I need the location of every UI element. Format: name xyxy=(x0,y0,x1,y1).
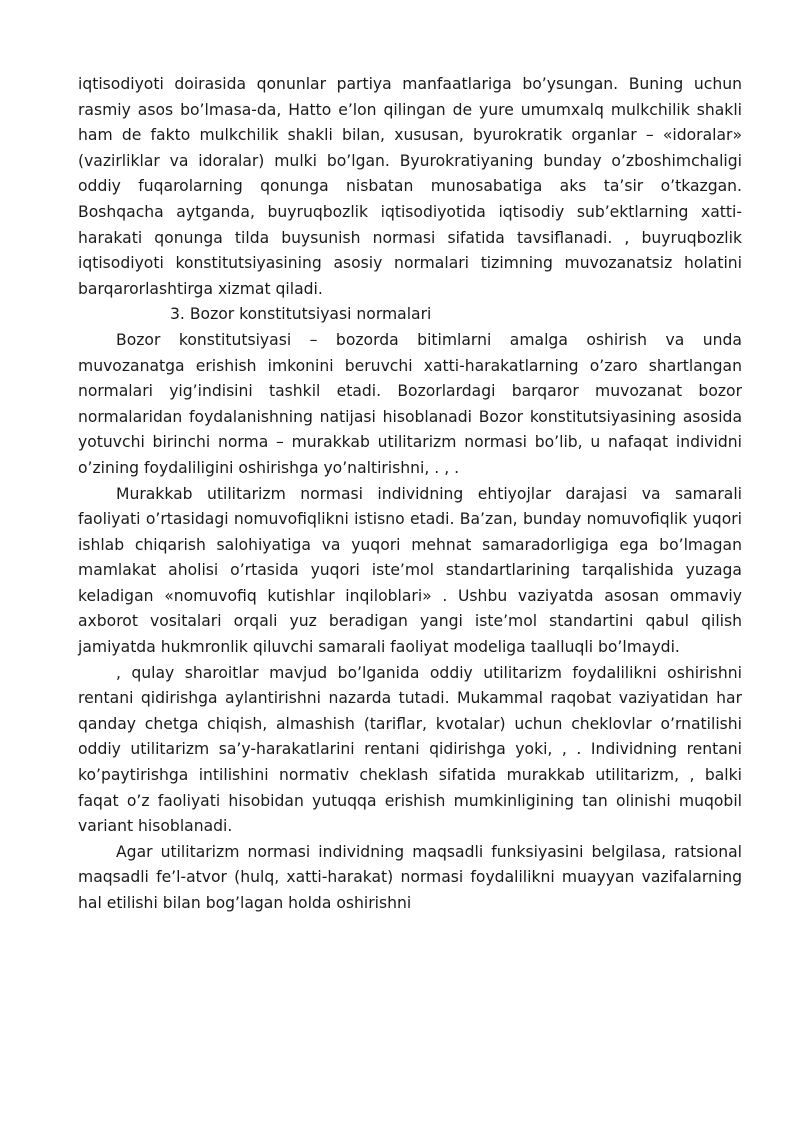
section-heading: 3. Bozor konstitutsiyasi normalari xyxy=(170,305,432,324)
document-page xyxy=(78,72,742,917)
paragraph-market-constitution: Bozor konstitutsiyasi – bozorda bitimlarni amalga oshirish va unda muvozanatga erishish imkonini beruvchi xatti-harakatlarning o’zaro shartlangan normalari yig’indisini tashkil etadi. Bozorlardagi barqaror muvozanat bozor normalaridan foydalanishning natijasi hisoblanadi Bozor konstitutsiyasining asosida yotuvchi birinchi norma – murakkab utilitarizm normasi bo’lib, u nafaqat individni o’zining foydaliligini oshirishga yo’naltirishni, . , . xyxy=(78,330,742,477)
paragraph-complex-utilitarianism: Murakkab utilitarizm normasi individning ehtiyojlar darajasi va samarali faoliyati o’rtasidagi nomuvofiqlikni istisno etadi. Ba’zan, bunday nomuvofiqlik yuqori ishlab chiqarish salohiyatiga va yuqori mehnat samaradorligiga ega bo’lmagan mamlakat aholisi o’rtasida yuqori iste’mol standartlarining tarqalishida yuzaga keladigan «nomuvofiq kutishlar inqiloblari» . Ushbu vaziyatda asosan ommaviy axborot vositalari orqali yuz beradigan yangi iste’mol standartini qabul qilish jamiyatda hukmronlik qiluvchi samarali faoliyat modeliga taalluqli bo’lmaydi. xyxy=(78,484,742,657)
paragraph-continuation: iqtisodiyoti doirasida qonunlar partiya manfaatlariga bo’ysungan. Buning uchun rasmiy asos bo’lmasa-da, Hatto e’lon qilingan de yure umumxalq mulkchilik shakli ham de fakto mulkchilik shakli bilan, xususan, byurokratik organlar – «idoralar» (vazirliklar va idoralar) mulki bo’lgan. Byurokratiyaning bunday o’zboshimchaligi oddiy fuqarolarning qonunga nisbatan munosabatiga aks ta’sir o’tkazgan. Boshqacha aytganda, buyruqbozlik iqtisodiyotida iqtisodiy sub’ektlarning xatti-harakati qonunga tilda buysunish normasi sifatida tavsiflanadi. , buyruqbozlik iqtisodiyoti konstitutsiyasining asosiy normalari tizimning muvozanatsiz holatini barqarorlashtirga xizmat qiladi. xyxy=(78,75,742,298)
paragraph-rational-behavior: Agar utilitarizm normasi individning maqsadli funksiyasini belgilasa, ratsional maqsadli fe’l-atvor (hulq, xatti-harakat) normasi foydalilikni muayyan vazifalarning hal etilishi bilan bog’lagan holda oshirishni xyxy=(78,842,742,912)
paragraph-simple-utilitarianism: , qulay sharoitlar mavjud bo’lganida oddiy utilitarizm foydalilikni oshirishni rentani qidirishga aylantirishni nazarda tutadi. Mukammal raqobat vaziyatidan har qanday chetga chiqish, almashish (tariflar, kvotalar) uchun cheklovlar o’rnatilishi oddiy utilitarizm sa’y-harakatlarini rentani qidirishga yoki, , . Individning rentani ko’paytirishga intilishini normativ cheklash sifatida murakkab utilitarizm, , balki faqat o’z faoliyati hisobidan yutuqqa erishish mumkinligining tan olinishi muqobil variant hisoblanadi. xyxy=(78,663,742,836)
